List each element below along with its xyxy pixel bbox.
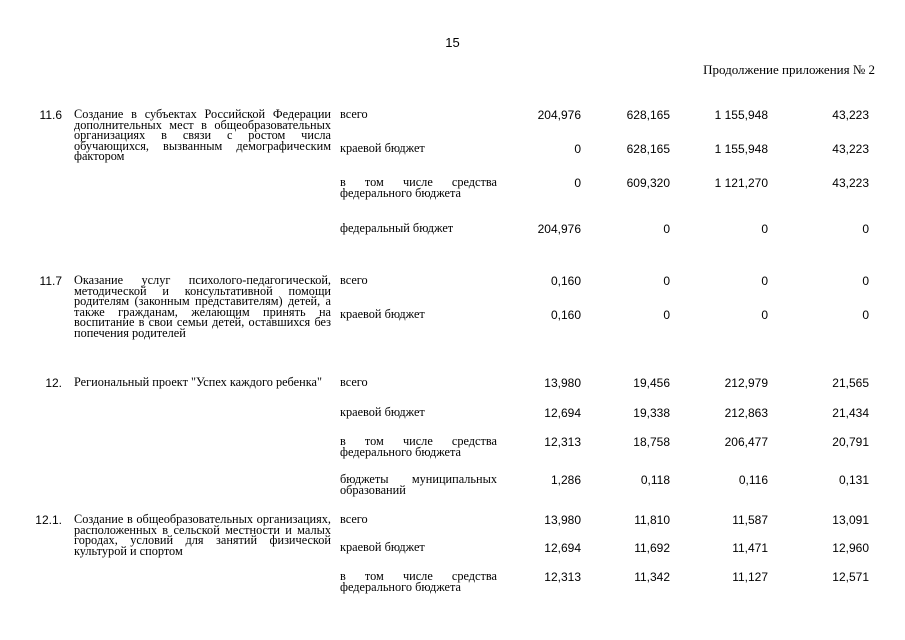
- value-cell: 212,863: [724, 406, 768, 420]
- value-cell: 21,434: [832, 406, 869, 420]
- value-cell: 0: [663, 308, 670, 322]
- value-cell: 21,565: [832, 376, 869, 390]
- value-cell: 11,810: [634, 513, 670, 527]
- funding-source: в том числе средства федерального бюджета: [340, 569, 497, 594]
- funding-source: всего: [340, 512, 368, 526]
- value-cell: 1,286: [550, 473, 581, 487]
- value-cell: 609,320: [626, 176, 670, 190]
- value-cell: 12,313: [544, 570, 581, 584]
- item-number: 11.6: [39, 108, 62, 122]
- funding-source: краевой бюджет: [340, 405, 425, 419]
- value-cell: 0: [761, 308, 768, 322]
- value-cell: 11,342: [634, 570, 670, 584]
- funding-source: федеральный бюджет: [340, 221, 454, 235]
- value-cell: 11,127: [732, 570, 768, 584]
- value-cell: 0,116: [738, 473, 768, 487]
- value-cell: 0: [862, 222, 869, 236]
- value-cell: 18,758: [633, 435, 670, 449]
- item-number: 12.1.: [35, 513, 62, 527]
- item-number: 11.7: [39, 274, 62, 288]
- funding-source: в том числе средства федерального бюджета: [340, 175, 497, 200]
- value-cell: 204,976: [537, 108, 581, 122]
- funding-source: всего: [340, 107, 368, 121]
- value-cell: 43,223: [832, 108, 869, 122]
- value-cell: 0,160: [550, 274, 581, 288]
- value-cell: 11,587: [732, 513, 768, 527]
- value-cell: 43,223: [832, 142, 869, 156]
- value-cell: 0: [761, 274, 768, 288]
- funding-source: всего: [340, 375, 368, 389]
- value-cell: 1 121,270: [714, 176, 768, 190]
- value-cell: 206,477: [724, 435, 768, 449]
- value-cell: 0: [663, 222, 670, 236]
- value-cell: 0,160: [550, 308, 581, 322]
- funding-source: краевой бюджет: [340, 540, 425, 554]
- value-cell: 0: [862, 274, 869, 288]
- funding-source: бюджеты муниципальных образований: [340, 472, 497, 497]
- value-cell: 11,692: [634, 541, 670, 555]
- item-description: Оказание услуг психолого-педагогической, методической и консультативной помощи родителям (законным представителям) детей, а также гражданам, желающим принять на воспитание в свои семьи детей, оставшихся без попечения родителей: [74, 273, 331, 340]
- funding-source: всего: [340, 273, 368, 287]
- value-cell: 12,694: [544, 541, 581, 555]
- value-cell: 628,165: [626, 108, 670, 122]
- continuation-label: Продолжение приложения № 2: [703, 62, 875, 77]
- value-cell: 0: [574, 176, 581, 190]
- value-cell: 0: [862, 308, 869, 322]
- value-cell: 20,791: [832, 435, 869, 449]
- value-cell: 43,223: [832, 176, 869, 190]
- value-cell: 204,976: [537, 222, 581, 236]
- value-cell: 0,131: [838, 473, 869, 487]
- value-cell: 19,456: [633, 376, 670, 390]
- page-number: 15: [445, 35, 460, 50]
- funding-source: краевой бюджет: [340, 141, 425, 155]
- funding-source: в том числе средства федерального бюджета: [340, 434, 497, 459]
- value-cell: 1 155,948: [714, 108, 768, 122]
- item-description: Создание в субъектах Российской Федерации дополнительных мест в общеобразовательных организациях в связи с ростом числа обучающихся, вызванным демографическим фактором: [74, 107, 331, 163]
- value-cell: 13,091: [832, 513, 869, 527]
- item-description: Региональный проект "Успех каждого ребенка": [74, 375, 322, 389]
- funding-source: краевой бюджет: [340, 307, 425, 321]
- value-cell: 628,165: [626, 142, 670, 156]
- value-cell: 0: [663, 274, 670, 288]
- value-cell: 13,980: [544, 513, 581, 527]
- value-cell: 12,313: [544, 435, 581, 449]
- value-cell: 12,694: [544, 406, 581, 420]
- value-cell: 0: [761, 222, 768, 236]
- value-cell: 11,471: [732, 541, 768, 555]
- item-number: 12.: [45, 376, 62, 390]
- value-cell: 1 155,948: [714, 142, 768, 156]
- value-cell: 19,338: [633, 406, 670, 420]
- value-cell: 0: [574, 142, 581, 156]
- value-cell: 12,571: [832, 570, 869, 584]
- item-description: Создание в общеобразовательных организациях, расположенных в сельской местности и малых городах, условий для занятий физической культурой и спортом: [74, 512, 331, 558]
- value-cell: 12,960: [832, 541, 869, 555]
- value-cell: 0,118: [640, 473, 670, 487]
- value-cell: 13,980: [544, 376, 581, 390]
- value-cell: 212,979: [724, 376, 768, 390]
